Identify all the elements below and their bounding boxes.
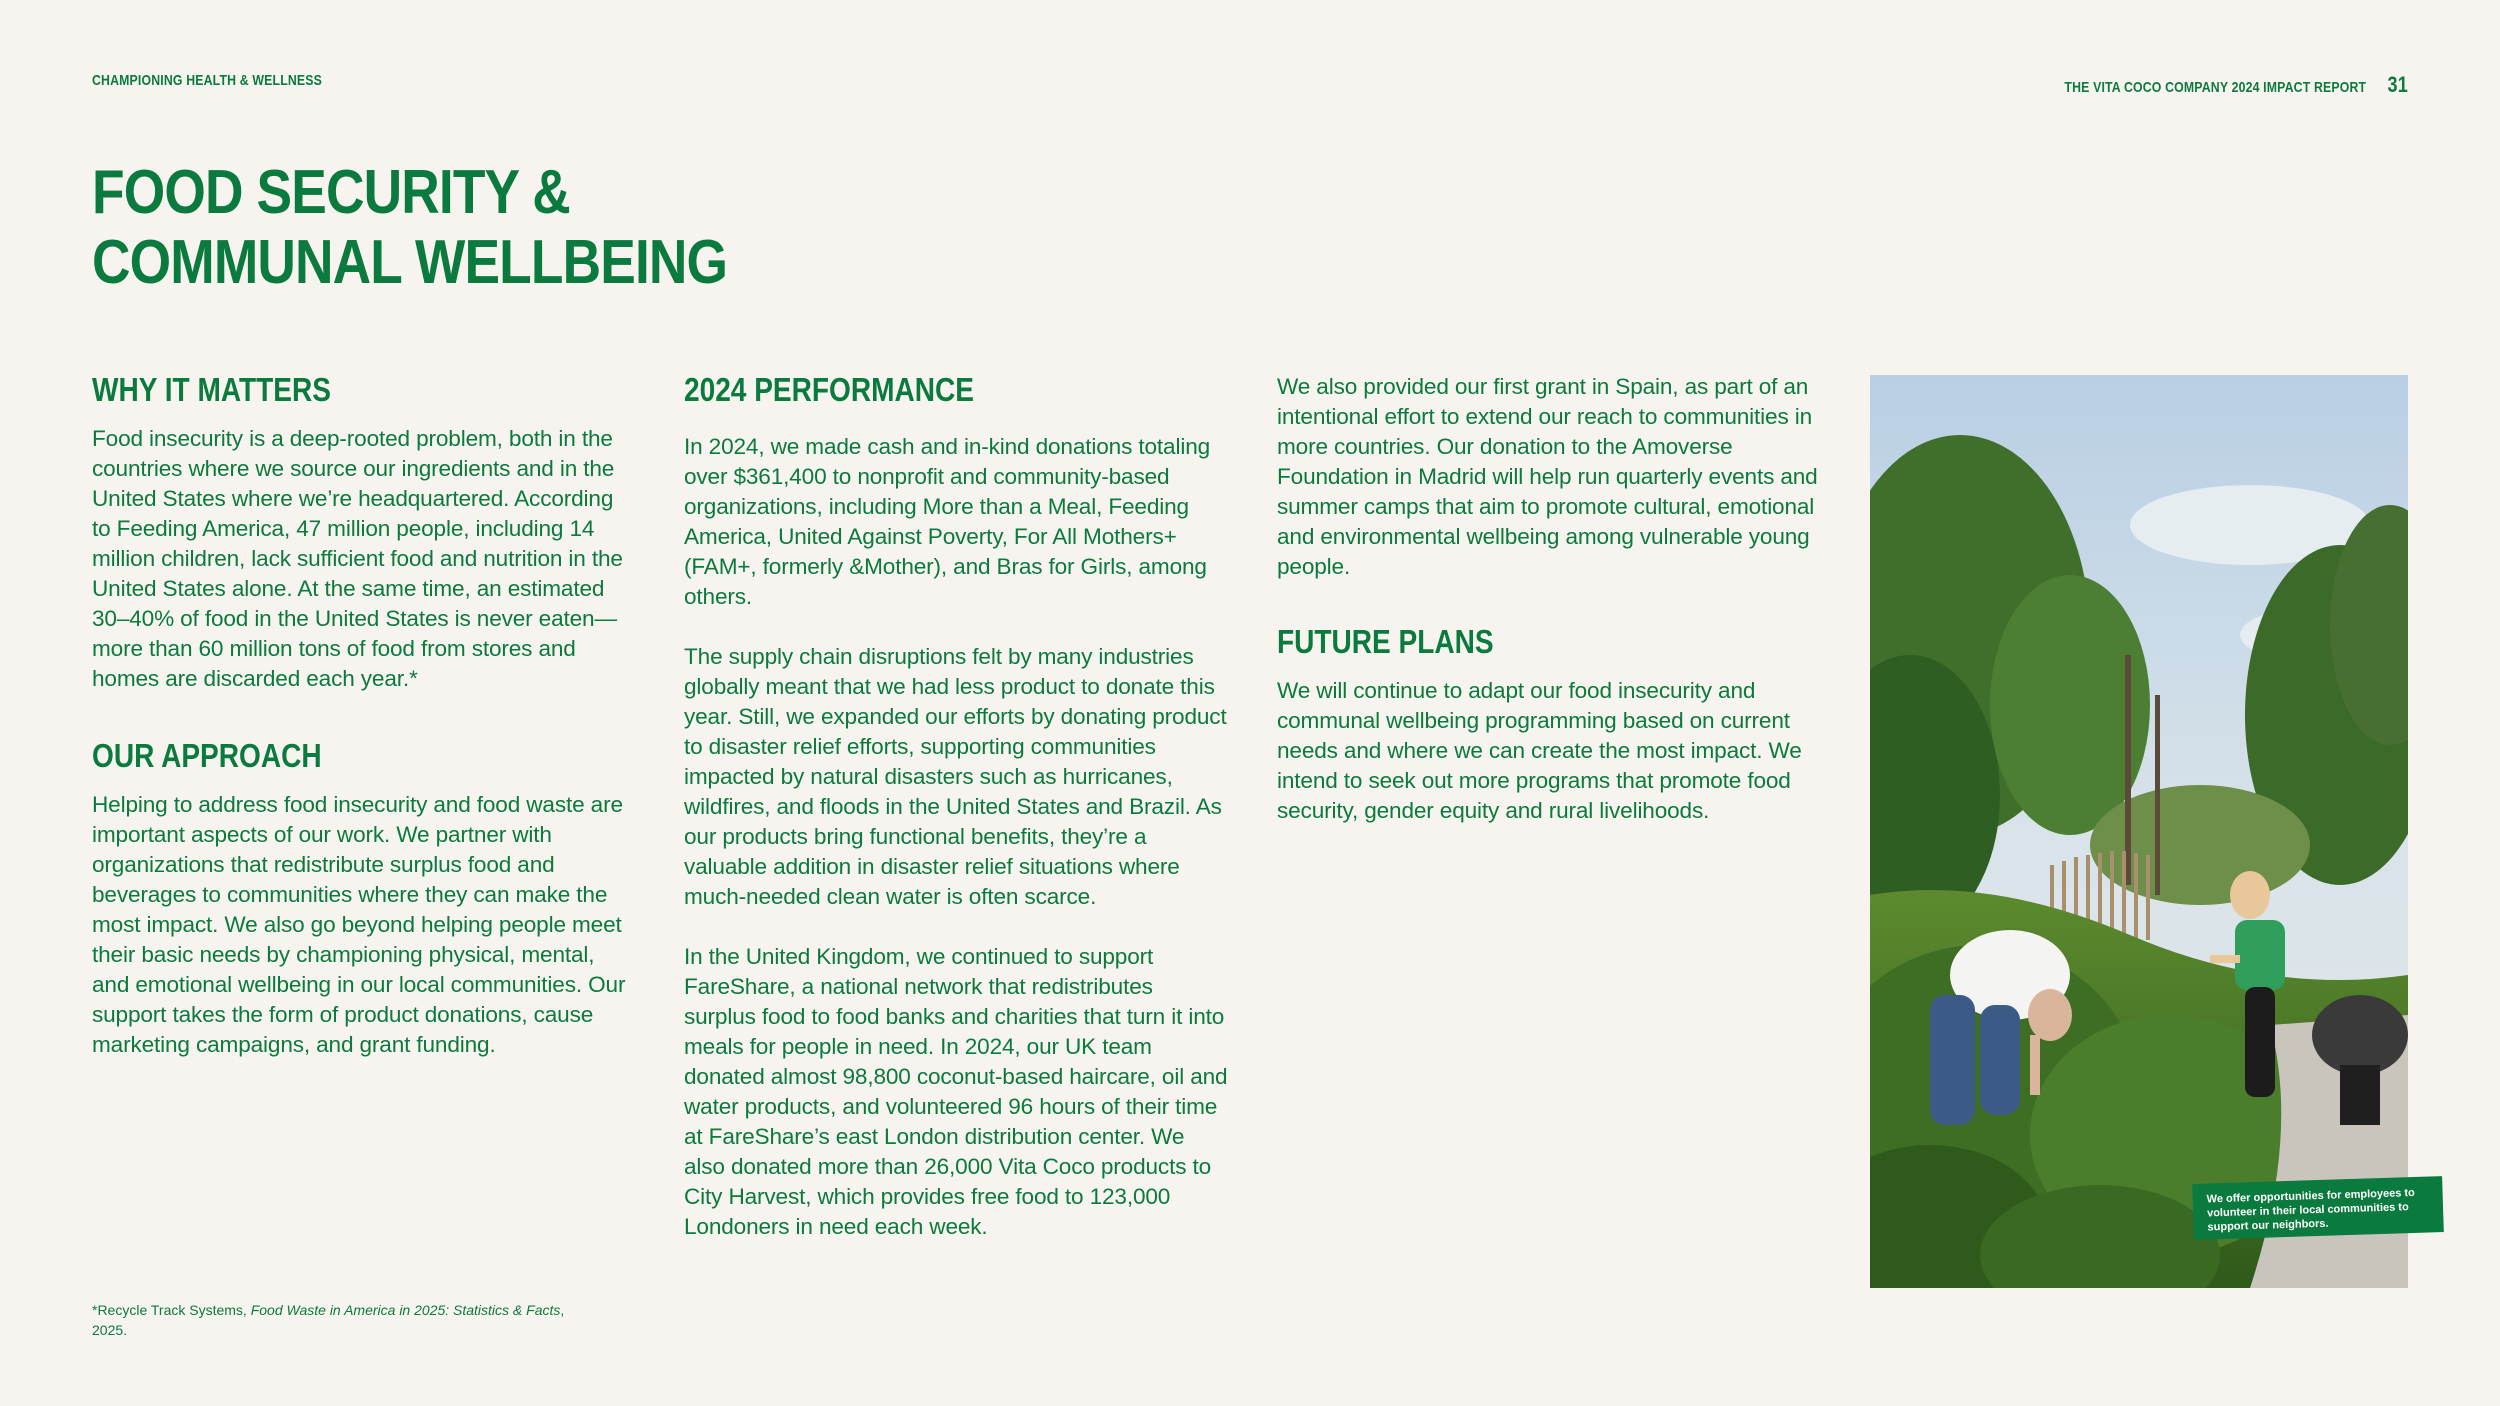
our-approach-body: Helping to address food insecurity and food waste are important aspects of our work. We partner with organizations that redistribute surplus food and beverages to communities where they can make the most impact. We also go beyond helping people meet their basic needs by championing physical, mental, and emotional wellbeing in our local communities. Our support takes the form of product donations, cause marketing campaigns, and grant funding.: [92, 792, 626, 1057]
column-middle: [684, 370, 1229, 1242]
page-title-line1: FOOD SECURITY &: [92, 158, 570, 227]
volunteer-photo: [1870, 375, 2408, 1288]
column-left: [92, 370, 637, 1060]
performance-paragraph: In 2024, we made cash and in-kind donations totaling over $361,400 to nonprofit and community-based organizations, including More than a Meal, Feeding America, United Against Poverty, For All Mothers+ (FAM+, formerly &Mother), and Bras for Girls, among others.: [684, 434, 1211, 609]
why-it-matters-body: Food insecurity is a deep-rooted problem, both in the countries where we source our ingredients and in the United States where we’re headquartered. According to Feeding America, 47 million people, including 14 million children, lack sufficient food and nutrition in the United States alone. At the same time, an estimated 30–40% of food in the United States is never eaten—more than 60 million tons of food from stores and homes are discarded each year.*: [92, 426, 623, 691]
page-title: [92, 158, 727, 298]
why-it-matters-heading: WHY IT MATTERS: [92, 371, 331, 408]
our-approach-heading: OUR APPROACH: [92, 737, 322, 774]
future-plans-heading: FUTURE PLANS: [1277, 623, 1494, 660]
report-title: THE VITA COCO COMPANY 2024 IMPACT REPORT: [2064, 79, 2367, 96]
photo-caption: [2192, 1176, 2444, 1240]
future-plans-body: We will continue to adapt our food insecurity and communal wellbeing programming based on current needs and where we can create the most impact. We intend to seek out more programs that promote food security, gender equity and rural livelihoods.: [1277, 678, 1802, 823]
footnote-suffix: , 2025.: [92, 1302, 565, 1338]
footnote-title: Food Waste in America in 2025: Statistics & Facts: [250, 1302, 561, 1318]
page-number: 31: [2387, 72, 2408, 97]
section-label: CHAMPIONING HEALTH & WELLNESS: [92, 72, 323, 89]
performance-paragraph: The supply chain disruptions felt by many industries globally meant that we had less product to donate this year. Still, we expanded our efforts by donating product to disaster relief efforts, supporting communities impacted by natural disasters such as hurricanes, wildfires, and floods in the United States and Brazil. As our products bring functional benefits, they’re a valuable addition in disaster relief situations where much-needed clean water is often scarce.: [684, 644, 1227, 909]
performance-paragraph: In the United Kingdom, we continued to support FareShare, a national network that redistributes surplus food to food banks and charities that turn it into meals for people in need. In 2024, our UK team donated almost 98,800 coconut-based haircare, oil and water products, and volunteered 96 hours of their time at FareShare’s east London distribution center. We also donated more than 26,000 Vita Coco products to City Harvest, which provides free food to 123,000 Londoners in need each week.: [684, 944, 1228, 1239]
footnote: [92, 1300, 592, 1340]
report-header: [2064, 72, 2408, 98]
spain-grant-body: We also provided our first grant in Spain, as part of an intentional effort to extend our reach to communities in more countries. Our donation to the Amoverse Foundation in Madrid will help run quarterly events and summer camps that aim to promote cultural, emotional and environmental wellbeing among vulnerable young people.: [1277, 374, 1818, 579]
page-title-line2: COMMUNAL WELLBEING: [92, 228, 728, 297]
photo-caption-text: We offer opportunities for employees to volunteer in their local communities to support our neighbors.: [2206, 1186, 2415, 1234]
performance-heading: 2024 PERFORMANCE: [684, 371, 974, 408]
column-right: [1277, 372, 1822, 826]
footnote-prefix: *Recycle Track Systems,: [92, 1302, 251, 1318]
